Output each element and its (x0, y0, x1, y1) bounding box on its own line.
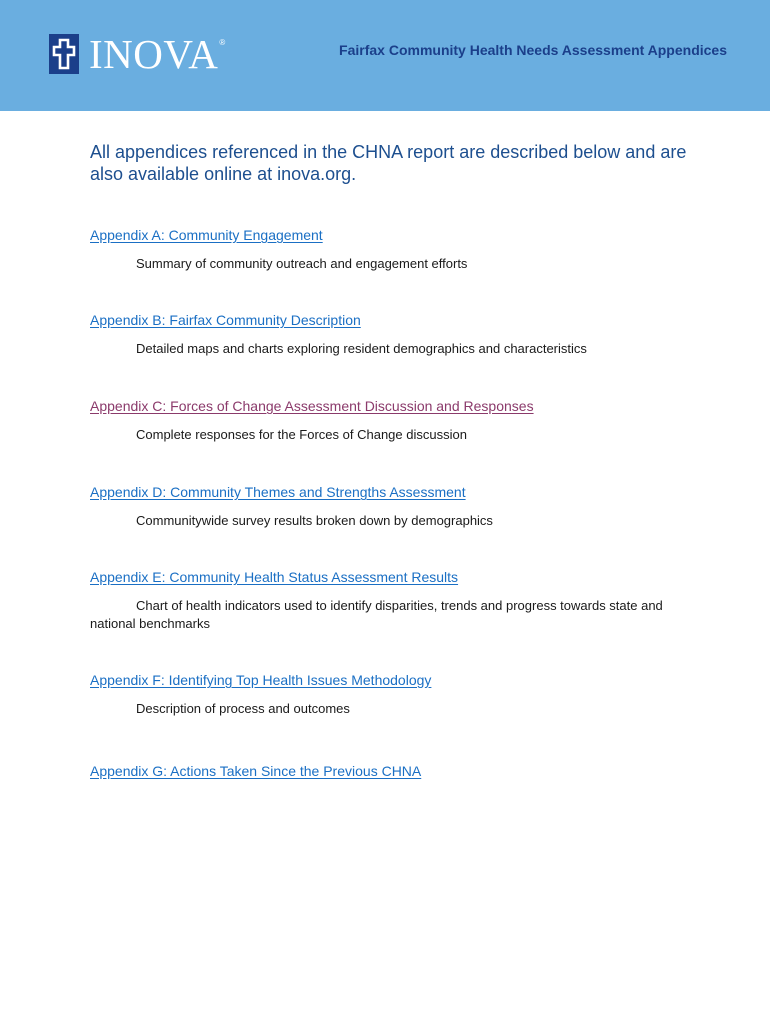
appendix-f (90, 671, 690, 718)
appendix-d-description: Communitywide survey results broken down by demographics (136, 513, 493, 528)
appendix-g (90, 762, 690, 781)
appendix-e (90, 568, 690, 633)
logo-wordmark: INOVA (89, 31, 219, 77)
appendix-a-link[interactable]: Appendix A: Community Engagement (90, 227, 323, 243)
page-header (0, 0, 770, 111)
appendix-c-description: Complete responses for the Forces of Change discussion (136, 427, 467, 442)
appendix-c (90, 397, 690, 444)
appendix-f-link[interactable]: Appendix F: Identifying Top Health Issues Methodology (90, 672, 432, 688)
intro-paragraph: All appendices referenced in the CHNA report are described below and are also available online at inova.org. (90, 142, 687, 184)
document-title: Fairfax Community Health Needs Assessment Appendices (339, 42, 727, 58)
registered-mark: ® (219, 38, 226, 47)
appendix-c-link[interactable]: Appendix C: Forces of Change Assessment Discussion and Responses (90, 398, 534, 414)
appendix-d-link[interactable]: Appendix D: Community Themes and Strengths Assessment (90, 484, 466, 500)
appendix-d (90, 483, 690, 530)
appendix-b (90, 311, 690, 358)
appendix-e-description: Chart of health indicators used to identify disparities, trends and progress towards state and national benchmarks (90, 598, 663, 631)
appendix-e-link[interactable]: Appendix E: Community Health Status Assessment Results (90, 569, 459, 585)
appendix-g-link[interactable]: Appendix G: Actions Taken Since the Previous CHNA (90, 763, 422, 779)
appendix-b-link[interactable]: Appendix B: Fairfax Community Description (90, 312, 361, 328)
appendix-a-description: Summary of community outreach and engagement efforts (136, 256, 468, 271)
appendix-f-description: Description of process and outcomes (136, 701, 350, 716)
inova-cross-icon (49, 34, 79, 74)
appendix-a (90, 226, 690, 273)
appendix-b-description: Detailed maps and charts exploring resident demographics and characteristics (136, 341, 587, 356)
inova-logo[interactable] (49, 31, 226, 77)
